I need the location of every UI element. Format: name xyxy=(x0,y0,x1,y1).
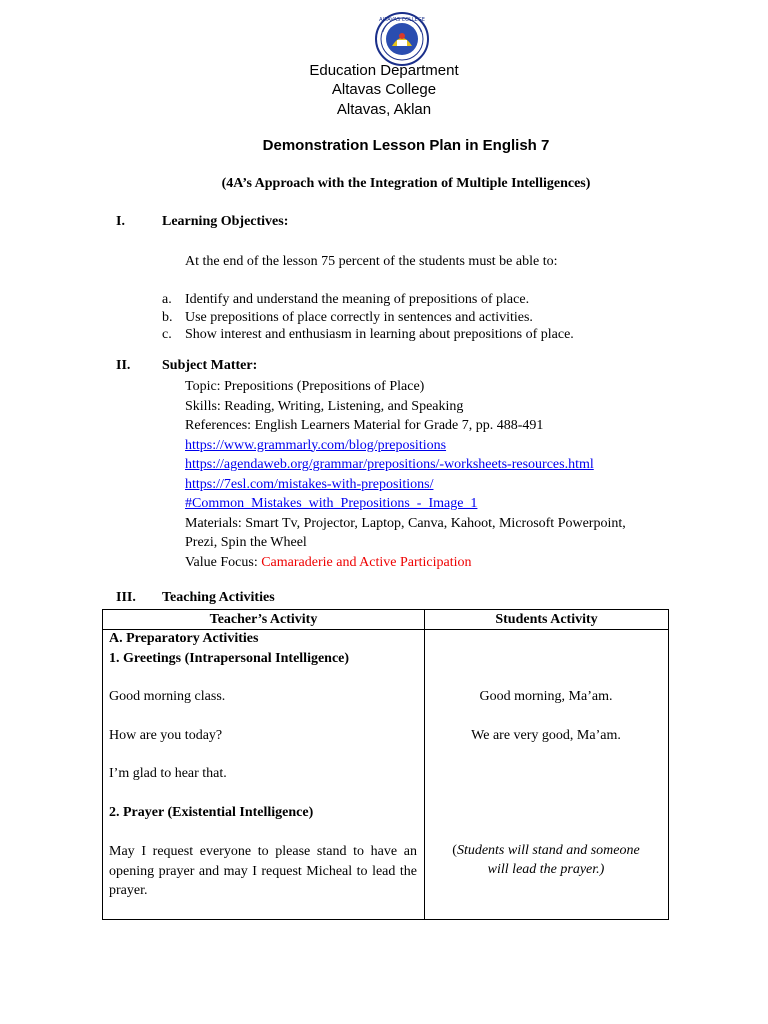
teacher-greeting: Good morning class. xyxy=(109,689,226,704)
students-greeting: Good morning, Ma’am. xyxy=(479,689,613,704)
teacher-activity-cell xyxy=(103,630,425,920)
list-item xyxy=(162,291,574,309)
section-2-title: Subject Matter: xyxy=(162,358,258,373)
objective-letter: a. xyxy=(162,292,172,307)
teacher-glad: I’m glad to hear that. xyxy=(109,766,227,781)
objectives-list xyxy=(162,291,574,344)
department-heading: Education Department xyxy=(309,62,459,79)
objectives-intro: At the end of the lesson 75 percent of the students must be able to: xyxy=(185,254,558,269)
prayer-heading: 2. Prayer (Existential Intelligence) xyxy=(109,805,314,820)
college-name: Altavas College xyxy=(331,81,437,98)
teacher-prayer-request: May I request everyone to please stand to have an opening prayer and may I request Micheal to lead the prayer. xyxy=(109,844,417,898)
students-prayer-text-1: Students will stand and someone xyxy=(456,843,640,858)
value-focus-text: Camaraderie and Active Participation xyxy=(261,554,472,570)
page-title: Demonstration Lesson Plan in English 7 xyxy=(262,137,550,154)
value-focus-label: Value Focus: xyxy=(185,554,262,570)
objective-letter: c. xyxy=(162,327,172,342)
objective-text: Show interest and enthusiasm in learning about prepositions of place. xyxy=(185,327,574,342)
students-prayer-line-1 xyxy=(425,843,667,859)
table-row xyxy=(103,630,669,920)
reference-link-agendaweb[interactable]: https://agendaweb.org/grammar/prepositions/-worksheets-resources.html xyxy=(185,457,594,472)
objective-text: Identify and understand the meaning of prepositions of place. xyxy=(185,292,530,307)
table-header-row xyxy=(103,610,669,630)
students-activity-cell xyxy=(425,630,669,920)
greetings-heading: 1. Greetings (Intrapersonal Intelligence) xyxy=(109,651,350,666)
list-item xyxy=(162,326,574,344)
references-line: References: English Learners Material for Grade 7, pp. 488-491 xyxy=(185,418,544,433)
reference-link-grammarly[interactable]: https://www.grammarly.com/blog/prepositions xyxy=(185,437,447,453)
students-prayer-line-2: will lead the prayer.) xyxy=(487,862,605,877)
students-response: We are very good, Ma’am. xyxy=(471,728,621,743)
topic-line: Topic: Prepositions (Prepositions of Place) xyxy=(185,379,425,394)
materials-line-2: Prezi, Spin the Wheel xyxy=(185,535,307,550)
skills-line: Skills: Reading, Writing, Listening, and Speaking xyxy=(185,398,464,414)
teaching-activities-table xyxy=(102,609,669,920)
objective-text: Use prepositions of place correctly in sentences and activities. xyxy=(185,309,533,325)
col-header-teacher: Teacher’s Activity xyxy=(103,610,425,630)
subject-matter-block xyxy=(185,377,626,572)
objective-letter: b. xyxy=(162,309,173,325)
section-3-title: Teaching Activities xyxy=(162,590,275,605)
seal-text: ALTAVAS COLLEGE xyxy=(379,17,425,23)
students-prayer-open-paren: ( xyxy=(452,843,457,858)
reference-link-7esl-anchor[interactable]: #Common_Mistakes_with_Prepositions_-_Image_1 xyxy=(185,496,478,511)
materials-line-1: Materials: Smart Tv, Projector, Laptop, Canva, Kahoot, Microsoft Powerpoint, xyxy=(185,515,626,531)
reference-link-7esl[interactable]: https://7esl.com/mistakes-with-prepositions/ xyxy=(185,476,434,492)
teacher-how-are-you: How are you today? xyxy=(109,728,223,743)
list-item xyxy=(162,309,574,327)
college-seal-logo xyxy=(375,12,429,66)
college-location: Altavas, Aklan xyxy=(336,101,432,118)
page-subtitle: (4A’s Approach with the Integration of Multiple Intelligences) xyxy=(221,176,591,191)
section-1-title: Learning Objectives: xyxy=(162,214,289,229)
section-2-number: II. xyxy=(116,358,131,373)
preparatory-activities-heading: A. Preparatory Activities xyxy=(109,631,259,646)
section-1-number: I. xyxy=(116,214,125,229)
col-header-students: Students Activity xyxy=(425,610,669,630)
section-3-number: III. xyxy=(116,590,136,605)
